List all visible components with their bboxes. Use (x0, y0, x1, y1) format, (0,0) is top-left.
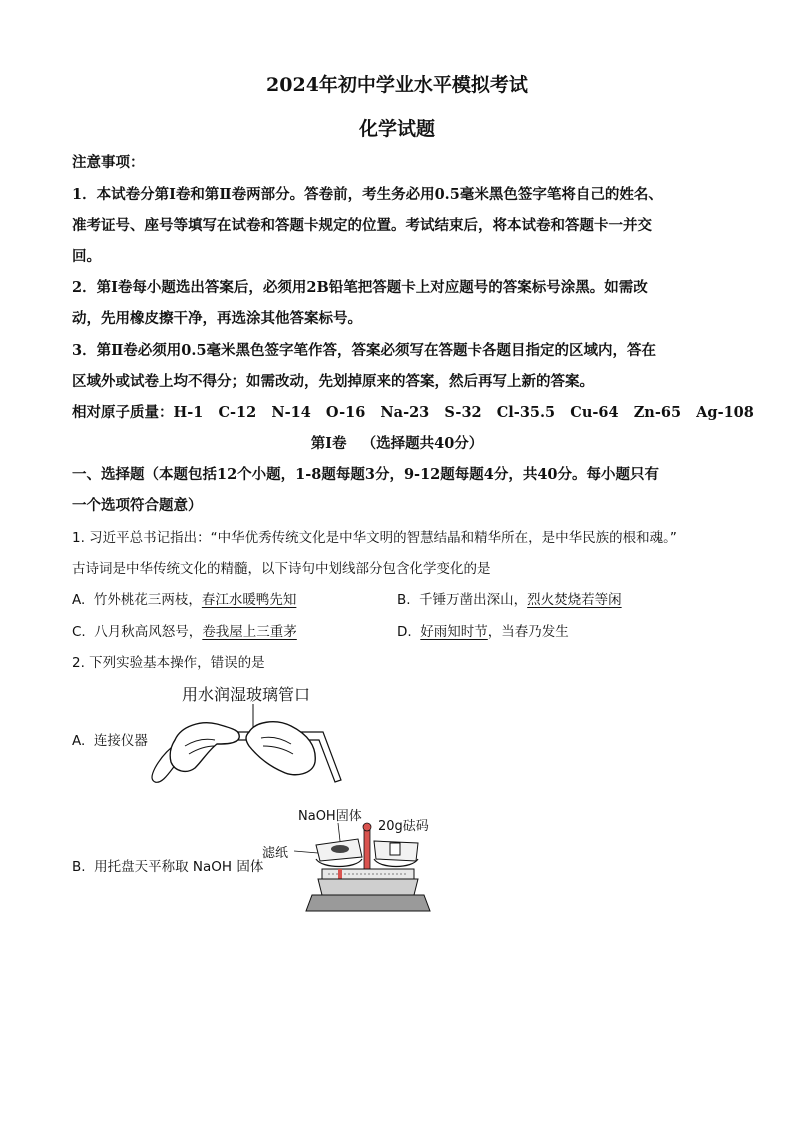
q1-option-a[interactable] (72, 588, 296, 608)
notice-line-1: 1．本试卷分第Ⅰ卷和第Ⅱ卷两部分。答卷前，考生务必用0.5毫米黑色签字笔将自己的姓名、 (72, 186, 663, 203)
figure-b-paper-label: 滤纸 (262, 846, 289, 861)
q2-stem: 2. 下列实验基本操作，错误的是 (72, 655, 265, 671)
balance-knob (363, 823, 371, 831)
part-title-line-1: 一、选择题（本题包括12个小题，1-8题每题3分，9-12题每题4分，共40分。每小题只有 (72, 466, 660, 483)
q1-option-d[interactable] (397, 620, 569, 640)
connect-apparatus-figure (145, 680, 345, 790)
option-b-underlined: 烈火焚烧若等闲 (527, 592, 622, 608)
notice-heading: 注意事项： (72, 154, 145, 171)
section-heading: 第Ⅰ卷 （选择题共40分） (310, 435, 484, 452)
figure-a-caption: 用水润湿玻璃管口 (182, 685, 311, 704)
part-title-line-2: 一个选项符合题意） (72, 497, 203, 514)
option-a-text: A. 竹外桃花三两枝， (72, 592, 202, 608)
balance-figure (258, 805, 448, 917)
option-c-text: C. 八月秋高风怒号， (72, 624, 203, 640)
notice-line-2: 准考证号、座号等填写在试卷和答题卡规定的位置。考试结束后，将本试卷和答题卡一并交 (72, 217, 652, 234)
balance-body (318, 879, 418, 895)
rider (338, 869, 342, 879)
naoh-pointer-line (338, 823, 340, 841)
option-d-text-after: ，当春乃发生 (487, 624, 569, 640)
q1-stem-line-1: 1. 习近平总书记指出：“中华优秀传统文化是中华文明的智慧结晶和精华所在，是中华民族的根和魂。” (72, 530, 677, 546)
q2-option-b-label[interactable]: B. 用托盘天平称取 NaOH 固体 (72, 859, 264, 875)
notice-line-6: 3．第Ⅱ卷必须用0.5毫米黑色签字笔作答，答案必须写在答题卡各题目指定的区域内，答在 (72, 342, 657, 359)
q2-option-a-label[interactable]: A. 连接仪器 (72, 733, 148, 749)
page-title: 2024年初中学业水平模拟考试 (266, 74, 528, 96)
balance-base (306, 895, 430, 911)
weight-20g (390, 843, 400, 855)
notice-line-7: 区域外或试卷上均不得分；如需改动，先划掉原来的答案，然后再写上新的答案。 (72, 373, 594, 390)
q1-stem-line-2: 古诗词是中华传统文化的精髓，以下诗句中划线部分包含化学变化的是 (72, 561, 491, 577)
balance-pointer (364, 829, 370, 869)
option-d-underlined: 好雨知时节 (420, 624, 488, 640)
notice-line-4: 2．第Ⅰ卷每小题选出答案后，必须用2B铅笔把答题卡上对应题号的答案标号涂黑。如需改 (72, 279, 648, 296)
notice-line-3: 回。 (72, 248, 101, 265)
naoh-solid (331, 845, 349, 853)
q1-option-b[interactable] (397, 588, 622, 608)
figure-b-naoh-label: NaOH固体 (298, 809, 362, 824)
paper-pointer-line (294, 851, 318, 853)
q1-option-c[interactable] (72, 620, 297, 640)
figure-b-weight-label: 20g砝码 (378, 819, 429, 834)
option-a-underlined: 春江水暖鸭先知 (201, 592, 297, 608)
option-b-text: B. 千锤万凿出深山， (397, 592, 528, 608)
option-d-text: D. (397, 624, 421, 640)
page-subtitle: 化学试题 (358, 118, 435, 140)
option-c-underlined: 卷我屋上三重茅 (202, 624, 297, 640)
notice-line-5: 动，先用橡皮擦干净，再选涂其他答案标号。 (72, 310, 362, 327)
atomic-mass-line: 相对原子质量：H-1 C-12 N-14 O-16 Na-23 S-32 Cl-35.5 Cu-64 Zn-65 Ag-108 (72, 404, 754, 421)
